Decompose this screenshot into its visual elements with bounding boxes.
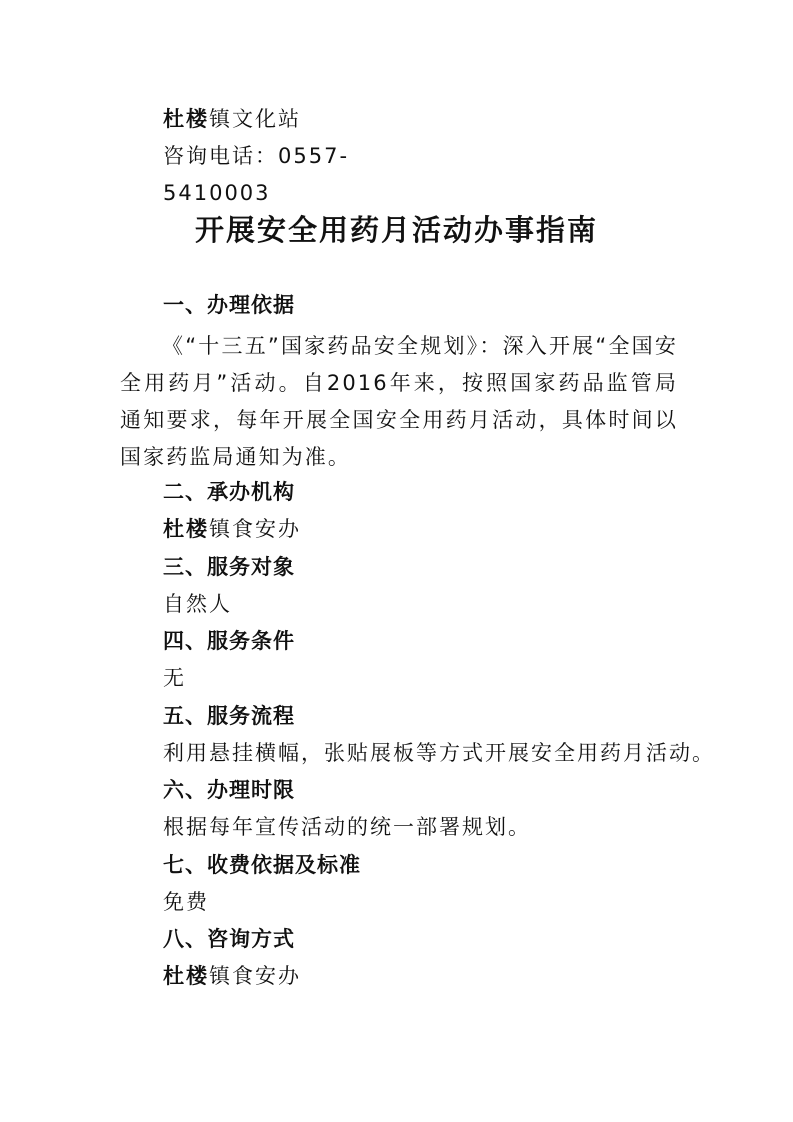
section-body-1: 《“十三五”国家药品安全规划》：深入开展“全国安全用药月”活动。自2016年来，按照国家药品监管局通知要求，每年开展全国安全用药月活动，具体时间以国家药监局通知为准。 [120, 334, 678, 469]
section-body-6: 根据每年宣传活动的统一部署规划。 [163, 815, 531, 839]
section-body-8 [163, 962, 301, 990]
contact-org-suffix: 镇文化站 [209, 107, 301, 131]
section-heading-2: 二、承办机构 [163, 480, 295, 504]
section-body-8-bold: 杜楼 [163, 964, 209, 988]
section-body-5: 利用悬挂横幅，张贴展板等方式开展安全用药月活动。 [163, 741, 715, 765]
section-body-2-bold: 杜楼 [163, 517, 209, 541]
section-heading-4: 四、服务条件 [163, 629, 295, 653]
section-heading-8: 八、咨询方式 [163, 927, 295, 951]
document-title: 开展安全用药月活动办事指南 [194, 213, 598, 247]
section-heading-1: 一、办理依据 [163, 293, 295, 317]
section-heading-6: 六、办理时限 [163, 778, 295, 802]
section-body-2-rest: 镇食安办 [209, 517, 301, 541]
contact-org-name: 杜楼 [163, 107, 209, 131]
section-heading-5: 五、服务流程 [163, 704, 295, 728]
section-body-4: 无 [163, 666, 186, 690]
section-heading-7: 七、收费依据及标准 [163, 853, 361, 877]
section-body-2 [163, 515, 301, 543]
contact-phone-line2: 5410003 [163, 181, 271, 205]
section-heading-3: 三、服务对象 [163, 555, 295, 579]
section-body-8-rest: 镇食安办 [209, 964, 301, 988]
section-body-3: 自然人 [163, 592, 232, 616]
section-body-7: 免费 [163, 890, 209, 914]
contact-org [163, 105, 301, 133]
contact-phone-line1: 咨询电话：0557- [163, 144, 350, 168]
